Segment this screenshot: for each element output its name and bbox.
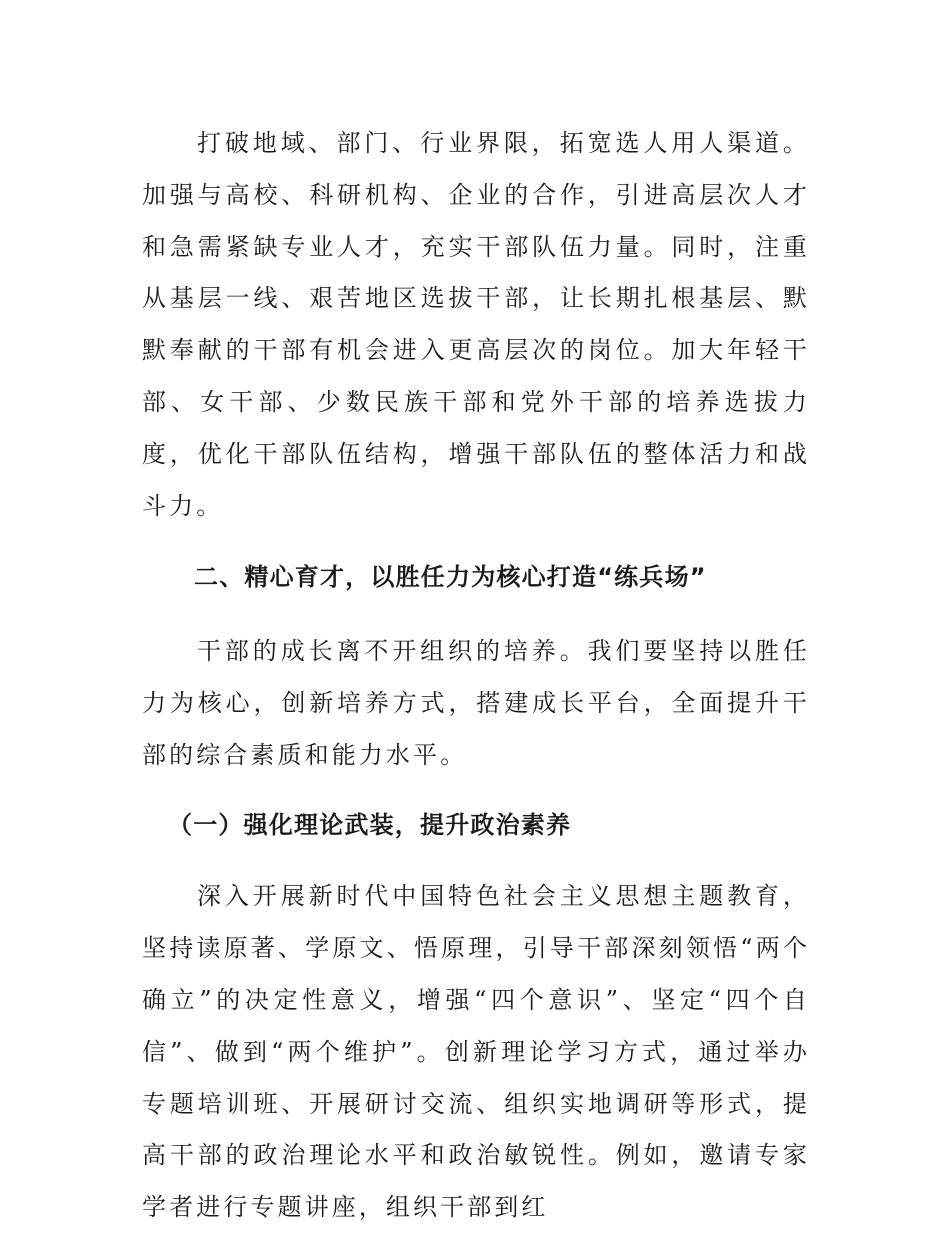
section-heading: 二、精心育才，以胜任力为核心打造“练兵场” [194, 563, 707, 592]
subsection-heading: （一）强化理论武装，提升政治素养 [168, 810, 572, 839]
document-body [142, 118, 810, 1234]
body-paragraph: 深入开展新时代中国特色社会主义思想主题教育，坚持读原著、学原文、悟原理，引导干部深刻领悟“两个确立”的决定性意义，增强“四个意识”、坚定“四个自信”、做到“两个维护”。创新理论学习方式，通过举办专题培训班、开展研讨交流、组织实地调研等形式，提高干部的政治理论水平和政治敏锐性。例如，邀请专家学者进行专题讲座，组织干部到红 [142, 882, 810, 1222]
body-paragraph: 干部的成长离不开组织的培养。我们要坚持以胜任力为核心，创新培养方式，搭建成长平台，全面提升干部的综合素质和能力水平。 [142, 637, 810, 769]
body-paragraph: 打破地域、部门、行业界限，拓宽选人用人渠道。加强与高校、科研机构、企业的合作，引进高层次人才和急需紧缺专业人才，充实干部队伍力量。同时，注重从基层一线、艰苦地区选拔干部，让长期扎根基层、默默奉献的干部有机会进入更高层次的岗位。加大年轻干部、女干部、少数民族干部和党外干部的培养选拔力度，优化干部队伍结构，增强干部队伍的整体活力和战斗力。 [142, 129, 810, 520]
